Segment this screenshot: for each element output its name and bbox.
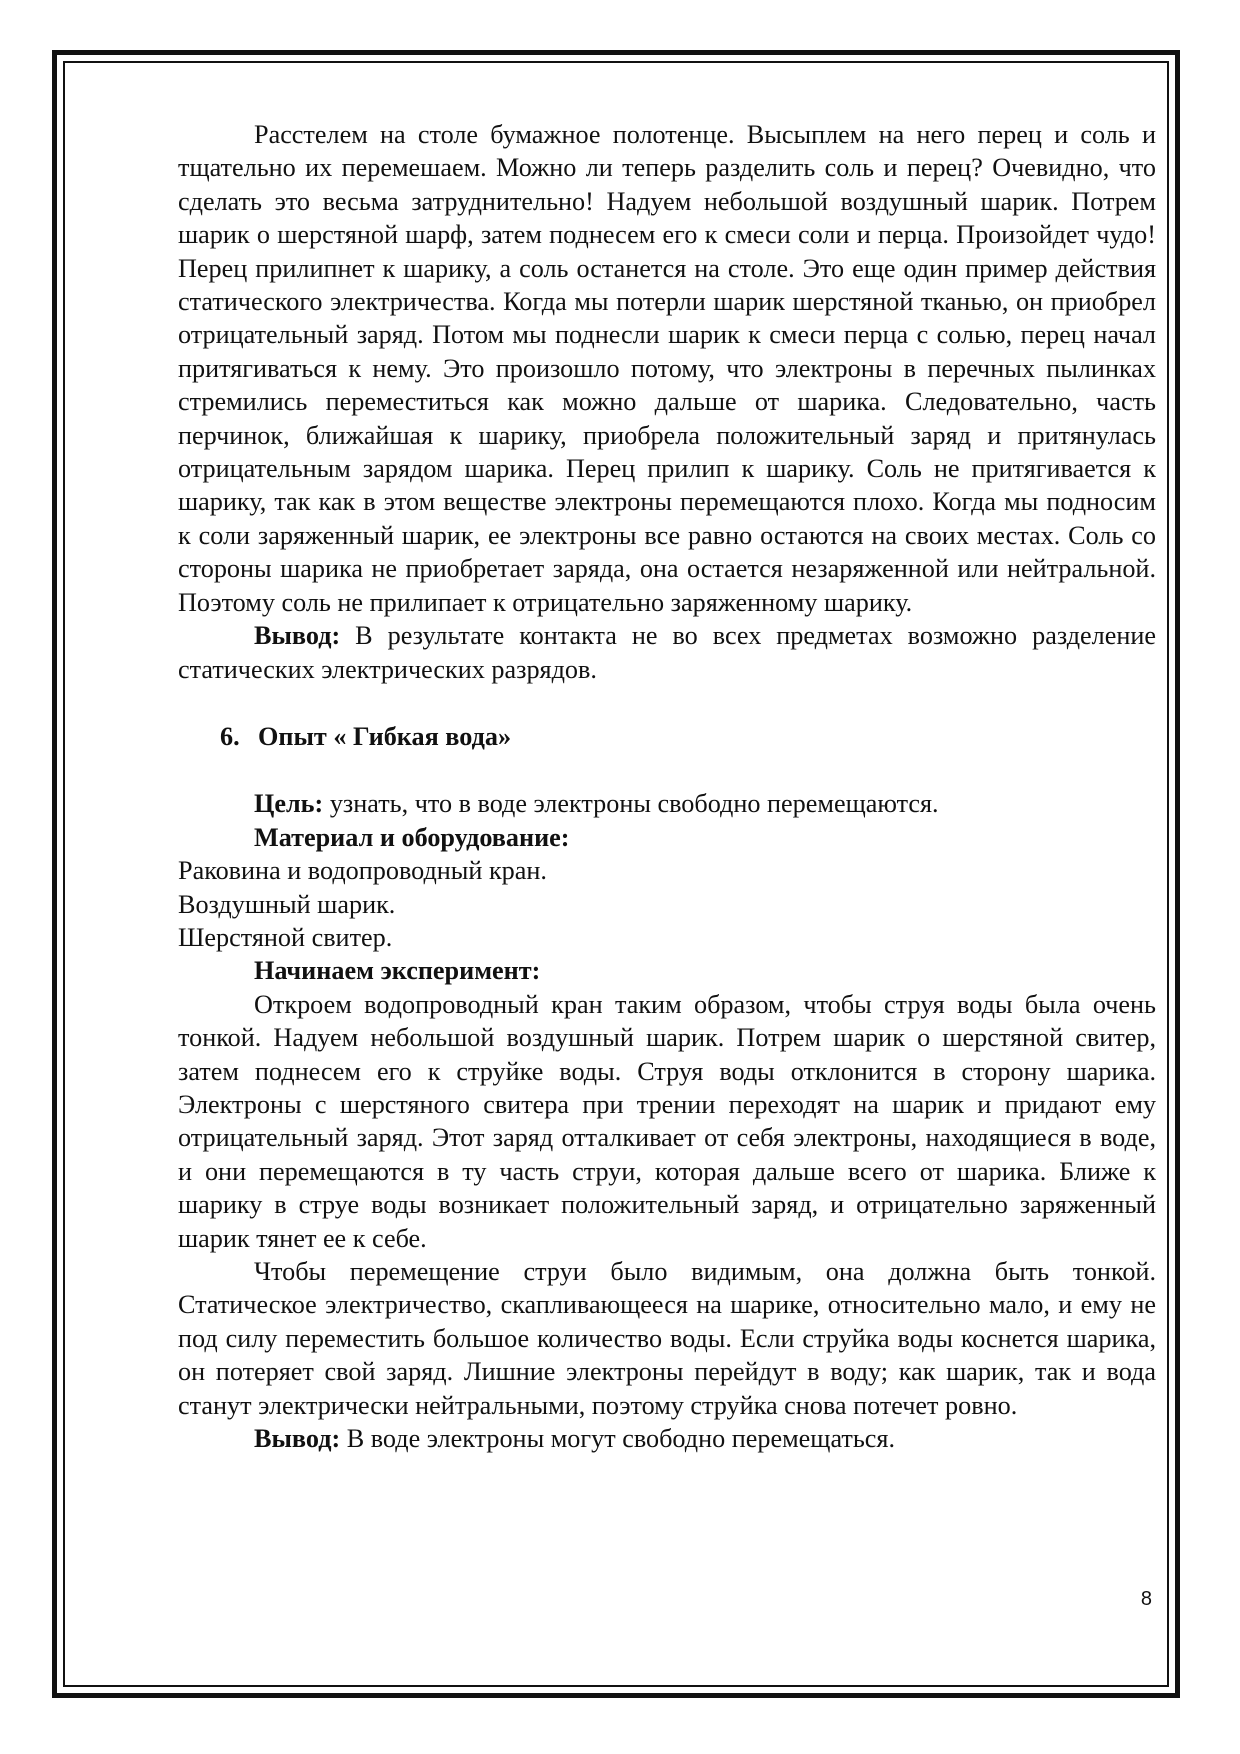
conclusion-label: Вывод: [254, 1424, 341, 1454]
materials-heading [178, 821, 1156, 854]
page-content [178, 118, 1156, 1455]
section-number: 6. [220, 721, 240, 751]
experiment-heading [178, 954, 1156, 987]
paragraph-salt-pepper: Расстелем на столе бумажное полотенце. Высыплем на него перец и соль и тщательно их перемешаем. Можно ли теперь разделить соль и перец? Очевидно, что сделать это весьма затруднительно! Надуем небольшой воздушный шарик. Потрем шарик о шерстяной шарф, затем поднесем его к смеси соли и перца. Произойдет чудо! Перец прилипнет к шарику, а соль останется на столе. Это еще один пример действия статического электричества. Когда мы потерли шарик шерстяной тканью, он приобрел отрицательный заряд. Потом мы поднесли шарик к смеси перца с солью, перец начал притягиваться к нему. Это произошло потому, что электроны в перечных пылинках стремились переместиться как можно дальше от шарика. Следовательно, часть перчинок, ближайшая к шарику, приобрела положительный заряд и притянулась отрицательным зарядом шарика. Перец прилип к шарику. Соль не притягивается к шарику, так как в этом веществе электроны перемещаются плохо. Когда мы подносим к соли заряженный шарик, ее электроны все равно остаются на своих местах. Соль со стороны шарика не приобретает заряда, она остается незаряженной или нейтральной. Поэтому соль не прилипает к отрицательно заряженному шарику. [178, 120, 1156, 617]
goal-label: Цель: [254, 789, 324, 819]
material-item: Шерстяной свитер. [178, 922, 393, 952]
material-item: Воздушный шарик. [178, 889, 396, 919]
section-title: Опыт « Гибкая вода» [258, 721, 512, 751]
material-item: Раковина и водопроводный кран. [178, 856, 547, 886]
paragraph-experiment-1: Откроем водопроводный кран таким образом, чтобы струя воды была очень тонкой. Надуем небольшой воздушный шарик. Потрем шарик о шерстяной свитер, затем поднесем его к струйке воды. Струя воды отклонится в сторону шарика. Электроны с шерстяного свитера при трении переходят на шарик и придают ему отрицательный заряд. Этот заряд отталкивает от себя электроны, находящиеся в воде, и они перемещаются в ту часть струи, которая дальше всего от шарика. Ближе к шарику в струе воды возникает положительный заряд, и отрицательно заряженный шарик тянет ее к себе. [178, 989, 1156, 1253]
conclusion-2 [178, 1422, 1156, 1455]
conclusion-label: Вывод: [254, 621, 341, 651]
conclusion-text: В результате контакта не во всех предметах возможно разделение статических электрических разрядов. [178, 621, 1156, 684]
experiment-label: Начинаем эксперимент: [254, 956, 541, 986]
page-number: 8 [1140, 1588, 1152, 1610]
materials-label: Материал и оборудование: [254, 822, 570, 852]
conclusion-1 [178, 619, 1156, 686]
conclusion-text: В воде электроны могут свободно перемещаться. [340, 1424, 896, 1454]
goal-text: узнать, что в воде электроны свободно перемещаются. [323, 789, 939, 819]
goal-line [178, 787, 1156, 820]
paragraph-experiment-2: Чтобы перемещение струи было видимым, она должна быть тонкой. Статическое электричество, скапливающееся на шарике, относительно мало, и ему не под силу переместить большое количество воды. Если струйка воды коснется шарика, он потеряет свой заряд. Лишние электроны перейдут в воду; как шарик, так и вода станут электрически нейтральными, поэтому струйка снова потечет ровно. [178, 1257, 1156, 1420]
section-heading [178, 720, 1156, 753]
